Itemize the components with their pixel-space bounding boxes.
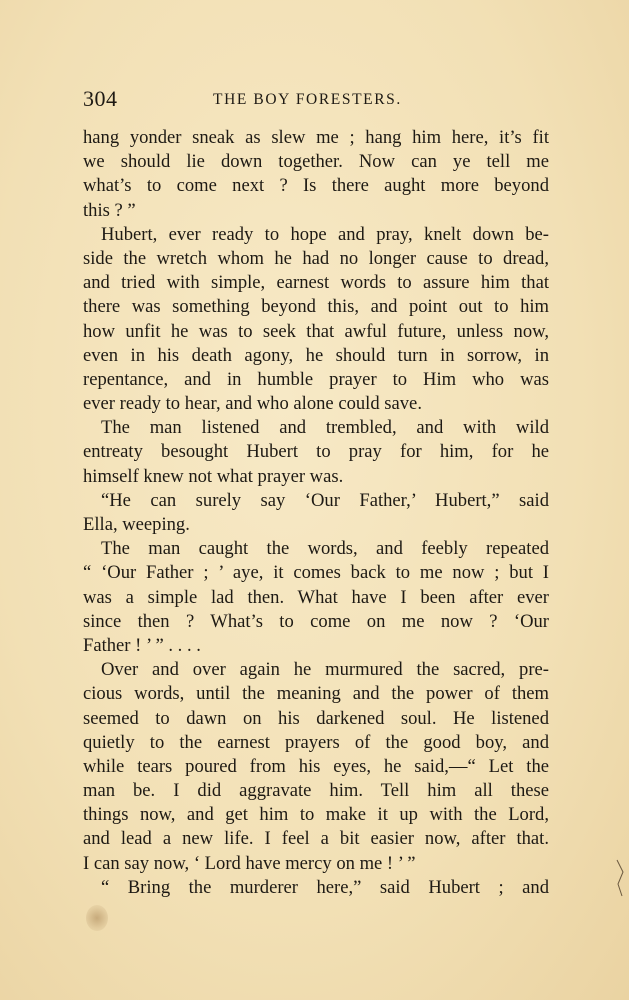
page-number: 304 (83, 86, 118, 111)
running-title: THE BOY FORESTERS. (213, 91, 402, 108)
text-line: The man caught the words, and feebly repeated (101, 538, 549, 560)
text-line: side the wretch whom he had no longer cause to dread, (83, 247, 549, 269)
text-line: himself knew not what prayer was. (83, 465, 344, 487)
text-line: Father ! ’ ” . . . . (83, 634, 201, 656)
text-line: what’s to come next ? Is there aught more beyond (83, 175, 549, 197)
text-line: The man listened and trembled, and with wild (101, 417, 549, 439)
text-line: entreaty besought Hubert to pray for him, for he (83, 441, 549, 463)
text-line: hang yonder sneak as slew me ; hang him here, it’s fit (83, 127, 549, 148)
text-line: ever ready to hear, and who alone could save. (83, 393, 422, 415)
text-line: was a simple lad then. What have I been after ever (83, 586, 549, 608)
text-line: I can say now, ‘ Lord have mercy on me ! ’ ” (83, 852, 416, 874)
text-line: “ Bring the murderer here,” said Hubert ; and (101, 876, 549, 898)
text-line: “ ‘Our Father ; ’ aye, it comes back to me now ; but I (83, 562, 549, 584)
text-line: Ella, weeping. (83, 514, 190, 535)
text-line: cious words, until the meaning and the power of them (83, 683, 549, 705)
text-line: seemed to dawn on his darkened soul. He listened (83, 707, 549, 729)
text-line: this ? ” (83, 199, 136, 221)
running-header (83, 86, 549, 116)
text-line: things now, and get him to make it up with the Lord, (83, 804, 549, 826)
text-line: even in his death agony, he should turn in sorrow, in (83, 344, 549, 366)
text-line: how unfit he was to seek that awful future, unless now, (83, 320, 549, 342)
text-line: we should lie down together. Now can ye tell me (83, 151, 549, 173)
text-line: man be. I did aggravate him. Tell him all these (83, 780, 549, 802)
text-line: and tried with simple, earnest words to assure him that (83, 272, 549, 294)
text-line: repentance, and in humble prayer to Him who was (83, 368, 549, 390)
page-edge-mark (615, 858, 625, 898)
text-line: quietly to the earnest prayers of the good boy, and (83, 731, 549, 753)
text-line: there was something beyond this, and point out to him (83, 296, 549, 318)
paper-stain (86, 905, 108, 931)
body-text (83, 126, 549, 900)
text-line: “He can surely say ‘Our Father,’ Hubert,” said (101, 489, 549, 511)
text-line: and lead a new life. I feel a bit easier now, after that. (83, 828, 549, 850)
text-line: Hubert, ever ready to hope and pray, knelt down be- (101, 223, 549, 245)
text-line: since then ? What’s to come on me now ? ‘Our (83, 610, 549, 632)
text-line: while tears poured from his eyes, he said,—“ Let the (83, 755, 549, 777)
text-line: Over and over again he murmured the sacred, pre- (101, 659, 549, 681)
